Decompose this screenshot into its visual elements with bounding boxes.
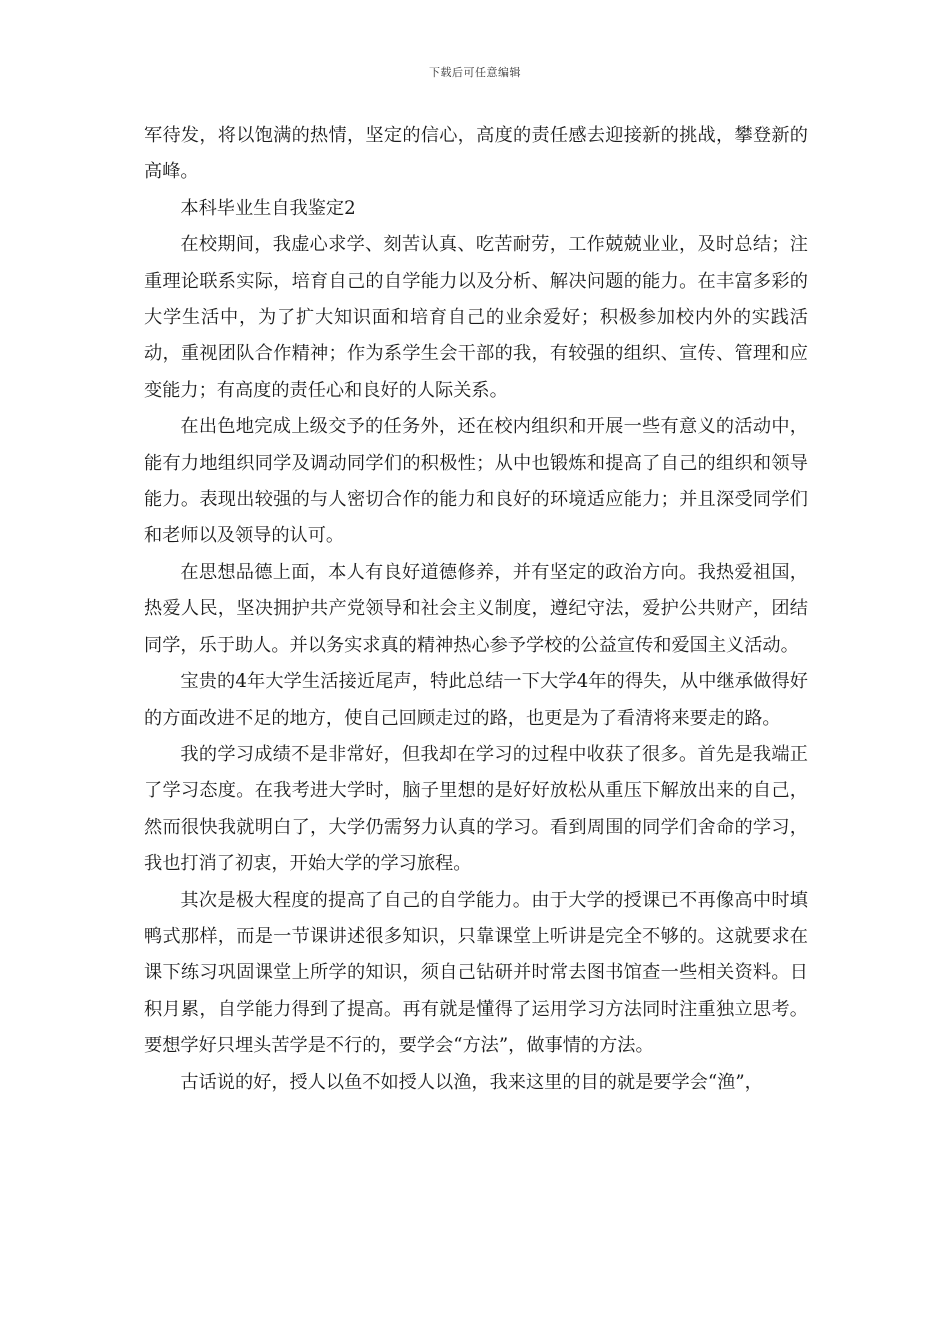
paragraph: 我的学习成绩不是非常好，但我却在学习的过程中收获了很多。首先是我端正了学习态度。在我考进大学时，脑子里想的是好好放松从重压下解放出来的自己，然而很快我就明白了，大学仍需努力认真的学习。看到周围的同学们舍命的学习，我也打消了初衷，开始大学的学习旅程。	[144, 743, 808, 875]
paragraph: 在出色地完成上级交予的任务外，还在校内组织和开展一些有意义的活动中，能有力地组织同学及调动同学们的积极性；从中也锻炼和提高了自己的组织和领导能力。表现出较强的与人密切合作的能力和良好的环境适应能力；并且深受同学们和老师以及领导的认可。	[144, 416, 808, 547]
paragraph: 在校期间，我虚心求学、刻苦认真、吃苦耐劳，工作兢兢业业，及时总结；注重理论联系实际，培育自己的自学能力以及分析、解决问题的能力。在丰富多彩的大学生活中，为了扩大知识面和培育自己的业余爱好；积极参加校内外的实践活动，重视团队合作精神；作为系学生会干部的我，有较强的组织、宣传、管理和应变能力；有高度的责任心和良好的人际关系。	[144, 234, 808, 401]
paragraph: 在思想品德上面，本人有良好道德修养，并有坚定的政治方向。我热爱祖国，热爱人民，坚决拥护共产党领导和社会主义制度，遵纪守法，爱护公共财产，团结同学，乐于助人。并以务实求真的精神热心参予学校的公益宣传和爱国主义活动。	[144, 561, 808, 656]
document-body	[144, 118, 808, 1101]
paragraph: 宝贵的4年大学生活接近尾声，特此总结一下大学4年的得失，从中继承做得好的方面改进不足的地方，使自己回顾走过的路，也更是为了看清将来要走的路。	[144, 671, 808, 729]
page-header: 下载后可任意编辑	[429, 66, 521, 79]
section-title: 本科毕业生自我鉴定2	[180, 197, 356, 219]
paragraph: 古话说的好，授人以鱼不如授人以渔，我来这里的目的就是要学会“渔”，	[180, 1071, 763, 1093]
continued-paragraph: 军待发，将以饱满的热情，坚定的信心，高度的责任感去迎接新的挑战，攀登新的高峰。	[144, 125, 808, 183]
paragraph: 其次是极大程度的提高了自己的自学能力。由于大学的授课已不再像高中时填鸭式那样，而是一节课讲述很多知识，只靠课堂上听讲是完全不够的。这就要求在课下练习巩固课堂上所学的知识，须自己钻研并时常去图书馆查一些相关资料。日积月累，自学能力得到了提高。再有就是懂得了运用学习方法同时注重独立思考。要想学好只埋头苦学是不行的，要学会“方法”，做事情的方法。	[144, 889, 808, 1057]
